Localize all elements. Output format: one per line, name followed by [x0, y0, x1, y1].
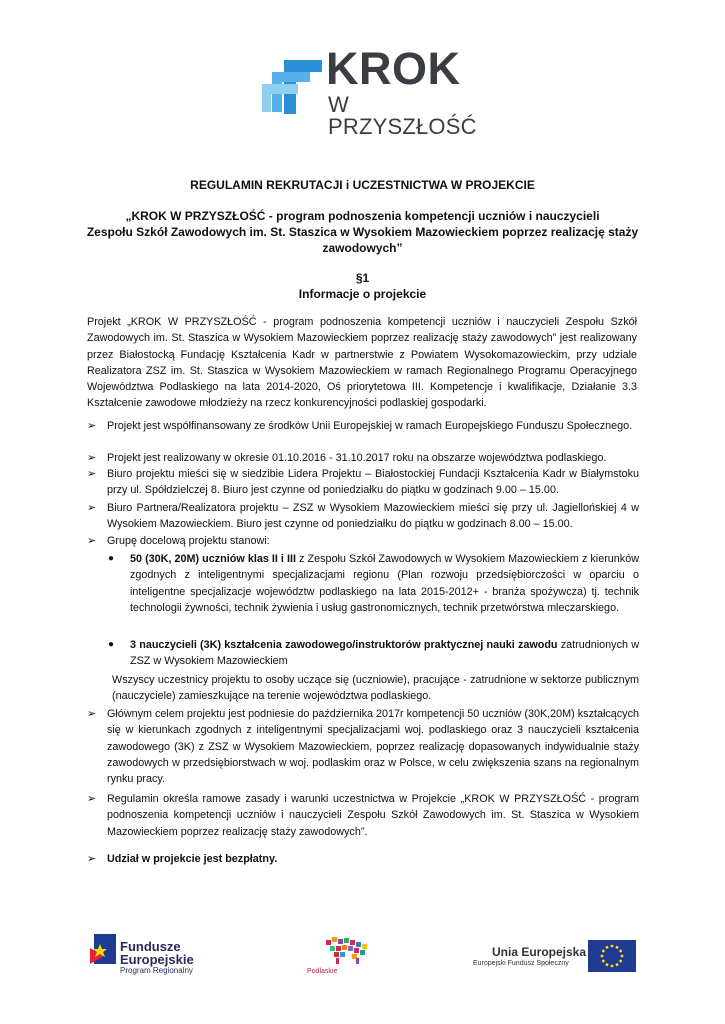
- list-item: [87, 791, 639, 840]
- bullet-text: Grupę docelową projektu stanowi:: [107, 535, 270, 547]
- podlaskie-label: Podlaskie: [307, 968, 338, 975]
- arrow-bullet-icon: ➢: [87, 793, 97, 805]
- list-item: [87, 500, 639, 533]
- sub-bullet-bold: 3 nauczycieli (3K) kształcenia zawodowego/instruktorów praktycznej nauki zawodu: [130, 639, 558, 651]
- fundusze-europejskie-icon: [90, 934, 116, 972]
- dot-bullet-icon: ●: [108, 553, 115, 564]
- project-title-line-2: Zespołu Szkół Zawodowych im. St. Staszica w Wysokiem Mazowieckiem poprzez realizację staży: [86, 225, 639, 239]
- logo-subtitle: W PRZYSZŁOŚĆ: [328, 92, 477, 139]
- section-number: §1: [355, 271, 370, 285]
- arrow-bullet-icon: ➢: [87, 468, 97, 480]
- list-item: [87, 706, 639, 787]
- sub-bullet-rest: z Zespołu Szkół Zawodowych w Wysokiem Mazowieckiem z kierunków zgodnych z inteligentnymi specjalizacjami regionu (Plan rozwoju przedsiębiorczości w oparciu o inteligentne specjalizacje województw podlaskiego na lata 2015-2012+ - branża spożywcza) tj. technik technologii żywności, technik żywienia i usług gastronomicznych, technik przetwórstwa mleczarskiego.: [130, 553, 640, 614]
- fe-subtitle: Program Regionalny: [120, 966, 193, 975]
- arrow-bullet-icon: ➢: [87, 452, 97, 464]
- free-participation-text: Udział w projekcie jest bezpłatny.: [107, 853, 278, 865]
- project-title-line-3: zawodowych”: [322, 241, 403, 255]
- bullet-text: Głównym celem projektu jest podniesie do października 2017r kompetencji 50 uczniów (30K,20M) kształcących się w kierunkach zgodnych z inteligentnymi specjalizacjami woj. podlaskiego oraz 3 nauczycieli kształcenia zawodowego (3K) z ZSZ w Wysokiem Mazowieckiem, poprzez realizację dopasowanych indywidualnie staży zawodowych w przedsiębiorstwach w woj. podlaskim oraz w Polsce, w celu zwiększenia szans na regionalnym rynku pracy.: [107, 708, 639, 786]
- bullet-text: Projekt jest współfinansowany ze środków Unii Europejskiej w ramach Europejskiego Funduszu Społecznego.: [107, 420, 633, 432]
- project-title-line-1: „KROK W PRZYSZŁOŚĆ - program podnoszenia kompetencji uczniów i nauczycieli: [125, 209, 600, 223]
- list-item: [108, 637, 639, 670]
- fe-line-1: Fundusze: [120, 939, 181, 954]
- fe-line-2: Europejskie: [120, 952, 194, 967]
- project-title: [60, 208, 665, 256]
- sub-bullet-text: [130, 551, 639, 616]
- list-item: [87, 851, 639, 867]
- bullet-text: Projekt jest realizowany w okresie 01.10.2016 - 31.10.2017 roku na obszarze województwa podlaskiego.: [107, 452, 607, 464]
- list-item: [87, 533, 639, 549]
- sub-bullet-text: [130, 637, 639, 670]
- arrow-bullet-icon: ➢: [87, 535, 97, 547]
- arrow-bullet-icon: ➢: [87, 502, 97, 514]
- bullet-text: [107, 851, 639, 867]
- sub-bullet-rest: zatrudnionych w ZSZ w Wysokiem Mazowieckiem: [130, 639, 639, 668]
- section-title: Informacje o projekcie: [298, 287, 427, 301]
- arrow-bullet-icon: ➢: [87, 420, 97, 432]
- list-item: [87, 418, 639, 434]
- bullet-text: Biuro Partnera/Realizatora projektu – ZSZ w Wysokiem Mazowieckiem mieści się przy ul. Jagiellońskiej 4 w Wysokiem Mazowieckiem. Biuro jest czynne od poniedziałku do piątku w godzinach 8.00 – 15.00.: [107, 502, 639, 531]
- participants-note: Wszyscy uczestnicy projektu to osoby uczące się (uczniowie), pracujące - zatrudnione w sektorze publicznym (nauczyciele) zamieszkujące na terenie województwa podlaskiego.: [112, 674, 639, 703]
- list-item: [87, 450, 639, 466]
- bullet-text: Regulamin określa ramowe zasady i warunki uczestnictwa w Projekcie „KROK W PRZYSZŁOŚĆ - program podnoszenia kompetencji uczniów i nauczycieli Zespołu Szkół Zawodowych im. St. Staszica w Wysokiem Mazowieckiem poprzez realizację staży zawodowych”.: [107, 793, 639, 838]
- intro-paragraph: Projekt „KROK W PRZYSZŁOŚĆ - program podnoszenia kompetencji uczniów i nauczycieli Zespołu Szkół Zawodowych im. St. Staszica w Wysokiem Mazowieckiem poprzez realizację staży zawodowych” jest realizowany przez Białostocką Fundację Kształcenia Kadr w partnerstwie z Powiatem Wysokomazowieckim, przy udziale Realizatora ZSZ im. St. Staszica w Wysokiem Mazowieckiem w ramach Regionalnego Programu Operacyjnego Województwa Podlaskiego na lata 2014-2020, Oś priorytetowa III. Kompetencje i kwalifikacje, Działanie 3.3 Kształcenie zawodowe młodzieży na rzecz konkurencyjności podlaskiej gospodarki.: [87, 316, 637, 410]
- krok-logo: [262, 43, 477, 139]
- podlaskie-bison-icon: [322, 934, 378, 968]
- document-heading: REGULAMIN REKRUTACJI i UCZESTNICTWA W PROJEKCIE: [190, 178, 535, 192]
- arrow-bullet-icon: ➢: [87, 708, 97, 720]
- dot-bullet-icon: ●: [108, 639, 115, 650]
- eu-flag-icon: [588, 940, 636, 972]
- sub-bullet-bold: 50 (30K, 20M) uczniów klas II i III: [130, 553, 296, 565]
- ue-title: Unia Europejska: [492, 945, 587, 959]
- bullet-text: Biuro projektu mieści się w siedzibie Lidera Projektu – Białostockiej Fundacji Kształcenia Kadr w Białymstoku przy ul. Spółdzielczej 8. Biuro jest czynne od poniedziałku do piątku w godzinach 9.00 – 15.00.: [107, 468, 639, 497]
- logo-stripes-icon: [262, 52, 322, 122]
- arrow-bullet-icon: ➢: [87, 853, 97, 865]
- list-item: [87, 466, 639, 499]
- list-item: [108, 551, 639, 616]
- ue-subtitle: Europejski Fundusz Społeczny: [473, 960, 569, 967]
- logo-word: KROK: [326, 43, 461, 94]
